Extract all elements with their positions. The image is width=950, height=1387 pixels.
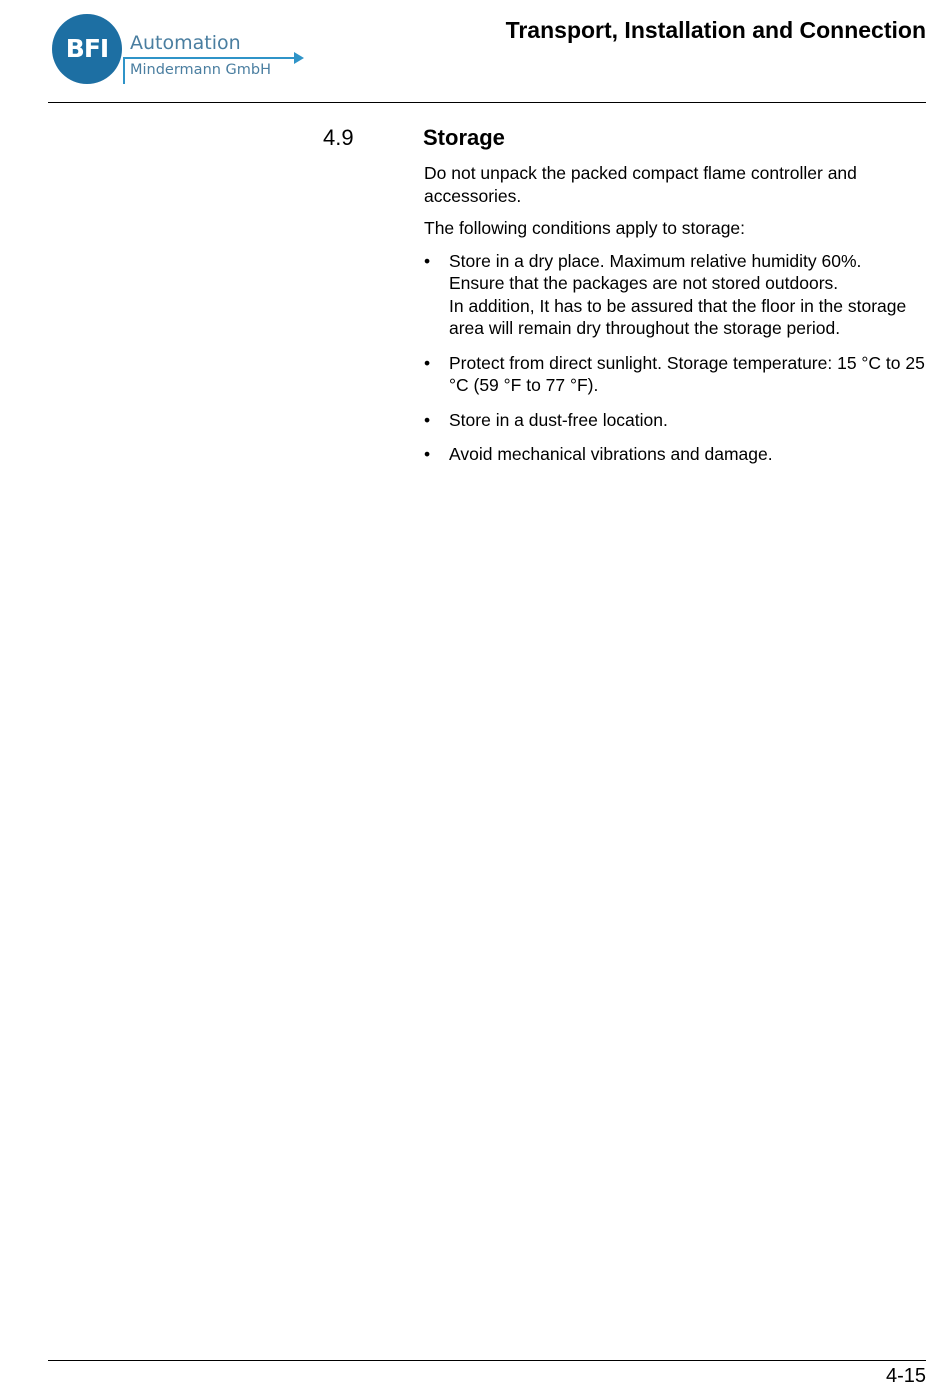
section-title: Storage bbox=[423, 125, 505, 150]
header-divider bbox=[48, 102, 926, 103]
intro-paragraph: Do not unpack the packed compact flame controller and accessories. bbox=[424, 163, 857, 206]
list-item bbox=[424, 409, 927, 432]
logo-bracket bbox=[123, 58, 125, 84]
page-number: 4-15 bbox=[885, 1365, 926, 1387]
list-item-line: Protect from direct sunlight. Storage temperature: 15 °C to 25 °C (59 °F to 77 °F). bbox=[449, 352, 925, 395]
list-item-line: Store in a dry place. Maximum relative humidity 60%. bbox=[449, 250, 862, 271]
list-item-line: Store in a dust-free location. bbox=[449, 409, 668, 430]
bullet-icon: • bbox=[424, 444, 431, 464]
company-logo bbox=[52, 14, 312, 90]
list-item-line: In addition, It has to be assured that the floor in the storage area will remain dry throughout the storage period. bbox=[449, 295, 907, 338]
section-body bbox=[424, 162, 927, 478]
list-item bbox=[424, 352, 927, 397]
list-item bbox=[424, 250, 927, 340]
logo-mark: BFI bbox=[65, 34, 109, 63]
storage-conditions-list bbox=[424, 250, 927, 466]
bullet-icon: • bbox=[424, 409, 431, 430]
logo-subtitle: Mindermann GmbH bbox=[130, 62, 272, 78]
conditions-paragraph: The following conditions apply to storage: bbox=[424, 218, 746, 238]
list-item-line: Ensure that the packages are not stored outdoors. bbox=[449, 273, 839, 293]
logo-underline bbox=[123, 57, 295, 59]
footer-divider bbox=[48, 1360, 926, 1361]
list-item-line: Avoid mechanical vibrations and damage. bbox=[449, 444, 773, 464]
bullet-icon: • bbox=[424, 352, 431, 373]
section-number: 4.9 bbox=[323, 125, 354, 150]
list-item bbox=[424, 443, 927, 466]
chapter-title: Transport, Installation and Connection bbox=[505, 17, 926, 43]
bullet-icon: • bbox=[424, 250, 431, 271]
logo-arrow-icon bbox=[294, 52, 304, 64]
logo-name: Automation bbox=[130, 32, 241, 54]
